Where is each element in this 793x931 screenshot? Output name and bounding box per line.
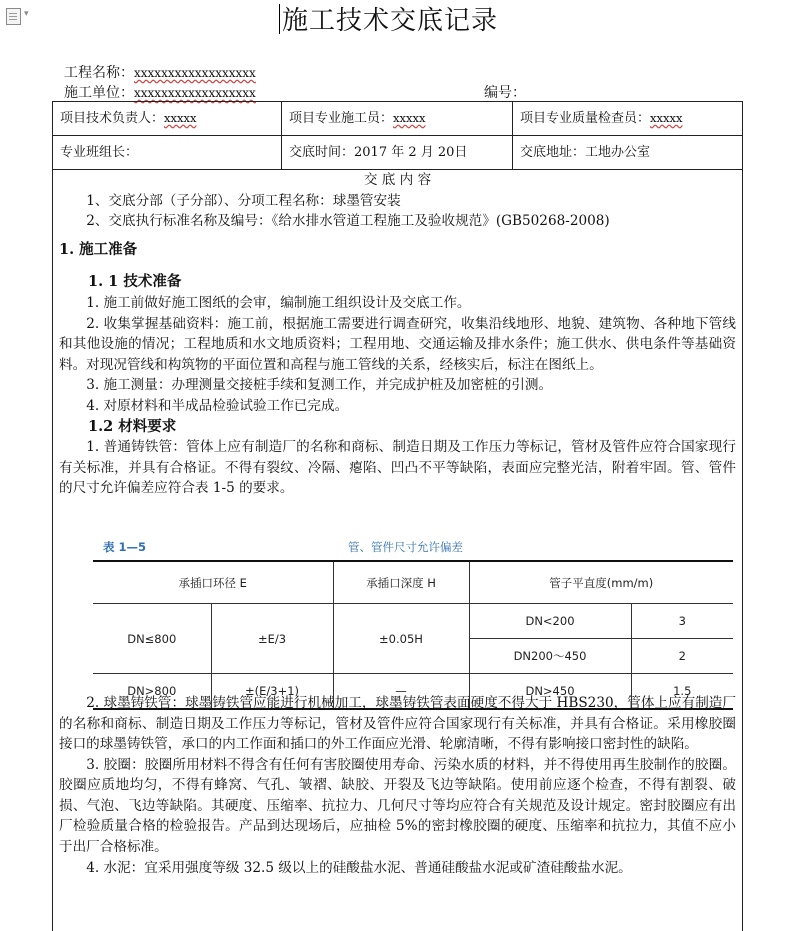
inspector-value: xxxxx	[650, 111, 683, 125]
paragraph: 1. 普通铸铁管：管体上应有制造厂的名称和商标、制造日期及工作压力等标记，管材及管件应符合国家现行有关标准，并具有合格证。不得有裂纹、冷隔、瘪陷、凹凸不平等缺陷，表面应完整光洁，附着牢固。管、管件的尺寸允许偏差应符合表 1-5 的要求。	[59, 439, 736, 497]
tech-lead-label: 项目技术负责人：	[60, 111, 165, 126]
table-cell: ±E/3	[211, 604, 333, 674]
chevron-down-icon[interactable]: ▾	[24, 9, 29, 19]
paragraph: 3. 施工测量：办理测量交接桩手续和复测工作，并完成护桩及加密桩的引测。	[86, 377, 553, 394]
project-name-label: 工程名称：	[64, 65, 134, 81]
paragraph: 4. 水泥：宜采用强度等级 32.5 级以上的硅酸盐水泥、普通硅酸盐水泥或矿渣硅酸盐水泥。	[86, 859, 632, 876]
tech-lead-value: xxxxx	[164, 111, 197, 125]
table-cell: 2	[631, 639, 733, 674]
construction-unit-label: 施工单位：	[64, 85, 134, 101]
document-icon[interactable]	[6, 8, 21, 25]
team-leader-cell: 专业班组长：	[60, 145, 139, 160]
table-cell: DN≤800	[93, 604, 211, 674]
paragraph: 3. 胶圈：胶圈所用材料不得含有任何有害胶圈使用寿命、污染水质的材料，并不得使用再生胶制作的胶圈。胶圈应质地均匀，不得有蜂窝、气孔、皱褶、缺胶、开裂及飞边等缺陷。使用前应逐个检查，不得有割裂、破损、气泡、飞边等缺陷。其硬度、压缩率、抗拉力、几何尺寸等均应符合有关规范及设计规定。密封胶圈应有出厂检验质量合格的检验报告。产品到达现场后，应抽检 5%的密封橡胶圈的硬度、压缩率和抗拉力，其值不应小于出厂合格标准。	[59, 756, 736, 856]
header-row-1	[53, 102, 742, 136]
paragraph: 4. 对原材料和半成品检验试验工作已完成。	[86, 397, 349, 414]
table-cell: 1.5	[631, 674, 733, 710]
table-cell: ±0.05H	[333, 604, 469, 674]
paragraph: 2. 球墨铸铁管：球墨铸铁管应能进行机械加工，球墨铸铁管表面硬度不得大于 HBS230，管体上应有制造厂的名称和商标、制造日期及工作压力等标记，管材及管件应符合国家现行有关标准，并具有合格证。采用橡胶圈接口的球墨铸铁管，承口的内工作面和插口的外工作面应光滑、轮廓清晰，不得有影响接口密封性的缺陷。	[59, 694, 736, 753]
tech-lead-cell	[53, 102, 280, 135]
table-cell: ±(E/3+1)	[211, 674, 333, 710]
location-cell: 交底地址：工地办公室	[520, 145, 651, 160]
spec-table-block	[93, 539, 733, 710]
inspector-label: 项目专业质量检查员：	[520, 111, 651, 126]
constructor-cell	[282, 102, 511, 135]
header-straightness: 管子平直度(mm/m)	[469, 561, 733, 604]
text-cursor	[279, 4, 280, 34]
table-cell: DN>450	[469, 674, 631, 710]
content-line-1: 1、交底分部（子分部）、分项工程名称：球墨管安装	[86, 192, 401, 209]
content-line-2: 2、交底执行标准名称及编号：《给水排水管道工程施工及验收规范》(GB50268-2008)	[86, 213, 610, 230]
table-caption	[93, 539, 733, 555]
table-number: 表 1—5	[103, 540, 147, 554]
paragraph: 1. 施工前做好施工图纸的会审，编制施工组织设计及交底工作。	[86, 294, 471, 311]
date-cell: 交底时间：2017 年 2 月 20日	[289, 145, 468, 160]
header-socket-depth: 承插口深度 H	[333, 561, 469, 604]
table-title: 管、管件尺寸允许偏差	[348, 540, 463, 554]
record-frame	[52, 101, 743, 931]
content-heading: 交 底 内 容	[363, 172, 432, 188]
table-cell: DN200～450	[469, 639, 631, 674]
document-number-label: 编号：	[484, 85, 526, 101]
section-1-title: 1. 施工准备	[59, 240, 138, 258]
paragraph: 2. 收集掌握基础资料：施工前，根据施工需要进行调查研究，收集沿线地形、地貌、建筑物、各种地下管线和其他设施的情况；工程地质和水文地质资料；工程用地、交通运输及排水条件；施工供水、供电条件等基础资料。对现况管线和构筑物的平面位置和高程与施工管线的关系，经核实后，标注在图纸上。	[59, 315, 736, 373]
constructor-value: xxxxx	[393, 111, 426, 125]
section-1-1-title: 1. 1 技术准备	[88, 273, 182, 291]
table-cell: —	[333, 674, 469, 710]
table-cell: DN<200	[469, 604, 631, 639]
table-cell: 3	[631, 604, 733, 639]
header-ring-diameter: 承插口环径 E	[93, 561, 333, 604]
project-name-value: xxxxxxxxxxxxxxxxxx	[134, 66, 256, 80]
project-name-line	[64, 62, 256, 82]
content-body	[59, 170, 736, 878]
header-row-2	[53, 136, 742, 170]
construction-unit-value: xxxxxxxxxxxxxxxxxx	[134, 86, 256, 100]
table-cell: DN>800	[93, 674, 211, 710]
page-title: 施工技术交底记录	[282, 6, 499, 36]
section-1-2-title: 1.2 材料要求	[88, 417, 177, 435]
construction-unit-line	[64, 82, 256, 102]
constructor-label: 项目专业施工员：	[289, 111, 394, 126]
spec-table	[93, 560, 733, 710]
inspector-cell	[513, 102, 742, 135]
